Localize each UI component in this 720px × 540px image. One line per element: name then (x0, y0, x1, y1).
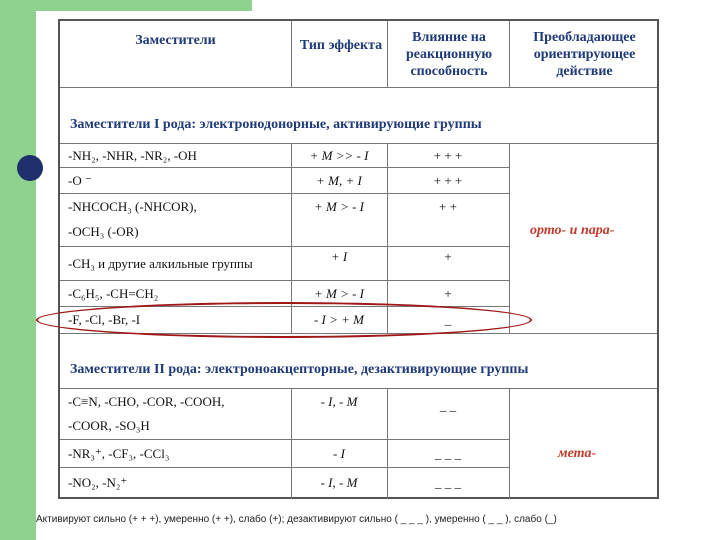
sub2-row-1: -C≡N, -CHO, -COR, -COOH, (68, 394, 225, 409)
sub-row-3b: -OCH₃ (-OR) (68, 224, 139, 239)
influence-row-1: + + + (433, 147, 463, 163)
influence-row-4: + (444, 249, 452, 264)
header-reactivity: Влияние на реакционную способность (405, 29, 493, 79)
sub-row-4: -CH₃ и другие алкильные группы (68, 255, 253, 271)
header-effect-type: Тип эффекта (299, 37, 383, 53)
section-2-title: Заместители II рода: электроноакцепторные, дезактивирующие группы (70, 362, 529, 377)
sub-row-6: -F, -Cl, -Br, -I (68, 312, 141, 327)
effect-row-2: + M, + I (316, 172, 362, 188)
bullet-dot-decoration (17, 155, 43, 181)
influence-row-6: _ (444, 312, 452, 327)
side-bar-decoration (0, 0, 36, 540)
header-orientation: Преобладающее ориентирующее действие (533, 29, 636, 79)
header-substituents: Заместители (135, 32, 216, 48)
sub-row-5: -C₆H₅, -CH=CH₂ (68, 285, 159, 301)
effect2-row-3: - I, - M (320, 474, 358, 490)
effect2-row-2: - I (333, 445, 345, 461)
sub-row-3: -NHCOCH₃ (-NHCOR), (68, 199, 197, 214)
section-1-title: Заместители I рода: электронодонорные, активирующие группы (70, 117, 482, 132)
substituents-table (58, 19, 659, 499)
legend-footer: Активируют сильно (+ + +), умеренно (+ +), слабо (+); дезактивируют сильно ( _ _ _ ), умеренно ( _ _ ), слабо (_) (36, 514, 557, 525)
sub-row-2: -O ⁻ (68, 172, 92, 188)
sub-row-1: -NH₂, -NHR, -NR₂, -OH (68, 147, 197, 163)
effect-row-4: + I (330, 249, 348, 264)
effect-row-3: + M > - I (313, 199, 365, 214)
top-bar-decoration (36, 0, 252, 11)
influence-row-5: + (444, 285, 452, 301)
influence-row-2: + + + (433, 172, 463, 188)
sub2-row-2: -NR₃⁺, -CF₃, -CCl₃ (68, 445, 170, 461)
orientation-ortho-para: орто- и пара- (530, 223, 615, 238)
effect-row-6: - I > + M (313, 312, 365, 327)
effect2-row-1: - I, - M (320, 394, 358, 409)
effect-row-5: + M > - I (313, 285, 365, 301)
halogens-highlight-ellipse (36, 302, 532, 338)
orientation-meta: мета- (558, 446, 597, 461)
sub2-row-1b: -COOR, -SO₃H (68, 418, 150, 433)
influence-row-3: + + (439, 199, 457, 214)
effect-row-1: + M >> - I (309, 147, 369, 163)
sub2-row-3: -NO₂, -N₂⁺ (68, 474, 128, 490)
influence2-row-1: _ _ (439, 398, 457, 413)
influence2-row-3: _ _ _ (435, 474, 461, 490)
influence2-row-2: _ _ _ (435, 445, 461, 461)
